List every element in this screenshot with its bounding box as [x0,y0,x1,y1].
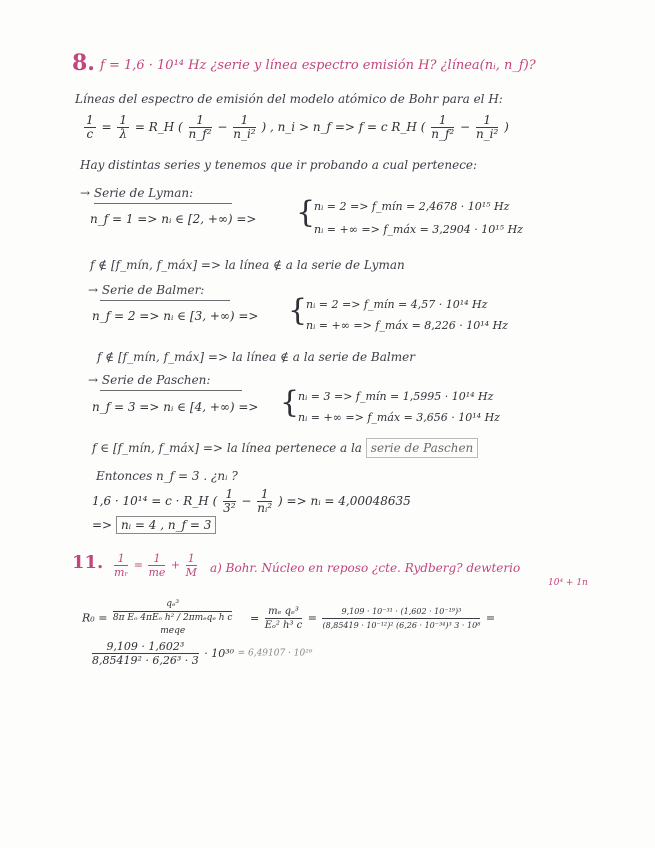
fraction: $\frac{1}{c}$ [86,113,94,141]
fraction: $\frac{1}{\text{3²}}$ [223,487,236,515]
lyman-conclusion: f ∉ [f_mín, f_máx] => la línea ∉ a la serie de Lyman [90,258,405,272]
result-line: => nᵢ = 4 , n_f = 3 [92,518,216,532]
underline [94,203,232,204]
side-note: 10⁴ + 1n [548,578,588,588]
fraction: $\frac{1}{\text{n\_i²}}$ [475,113,499,141]
underline [100,300,230,301]
rydberg-formula: $\frac{1}{c}$ = $\frac{1}{\lambda}$ = R_H ( $\frac{1}{\text{n\_f²}}$ − $\frac{1}{\text{n\_i²}}$ ) , n_i > n_f => f = c R_H ( $\frac{1}{\text{n\_f²}}$ − $\frac{1}{\text{n\_i²}}$ ) [86,113,509,141]
lyman-range: n_f = 1 => nᵢ ∈ [2, +∞) => [90,212,257,226]
lyman-title: → Serie de Lyman: [80,186,194,200]
series-note: Hay distintas series y tenemos que ir probando a cual pertenece: [80,158,478,172]
fraction: qₑ³ 8π Eₒ 4πEₒ h² / 2πmₑqₑ h c meqe [112,599,233,636]
fraction: $\frac{\text{9,109 · 10⁻³¹ · (1,602 · 10⁻¹⁹)³}}{\text{(8,85419 · 10⁻¹²)² (6,26 · 10⁻³⁴)³ 3 · 10⁸}}$ [322,606,481,630]
balmer-fmin: nᵢ = 2 => f_mín = 4,57 · 10¹⁴ Hz [306,298,488,311]
final-calc: $\frac{\text{9,109 · 1,602³}}{\text{8,85419² · 6,26³ · 3}}$ · 10³⁰ = 6,49107 · 10²⁶ [92,640,313,667]
brace: { [288,293,308,328]
paschen-fmax: nᵢ = +∞ => f_máx = 3,656 · 10¹⁴ Hz [298,411,500,424]
fraction: $\frac{1}{M}$ [185,552,197,579]
fraction: $\frac{1}{\text{mᵣ}}$ [114,552,129,579]
underline [100,390,242,391]
fraction: $\frac{1}{\text{n\_f²}}$ [188,113,212,141]
fraction: $\frac{1}{me}$ [148,552,166,579]
lyman-fmin: nᵢ = 2 => f_mín = 2,4678 · 10¹⁵ Hz [314,200,510,213]
problem-number-11: 11. [72,552,104,573]
balmer-fmax: nᵢ = +∞ => f_máx = 8,226 · 10¹⁴ Hz [306,319,508,332]
fraction: $\frac{1}{\text{n\_i²}}$ [233,113,256,141]
paschen-title: → Serie de Paschen: [88,373,211,387]
paschen-conclusion: f ∈ [f_mín, f_máx] => la línea pertenece a la serie de Paschen [92,441,478,455]
paschen-highlight: serie de Paschen [366,438,478,458]
fraction: $\frac{1}{\text{n\_f²}}$ [431,113,455,141]
intro-text: Líneas del espectro de emisión del modelo atómico de Bohr para el H: [75,92,503,106]
solve-equation: 1,6 · 10¹⁴ = c · R_H ( $\frac{1}{\text{3²}}$ − $\frac{1}{\text{nᵢ²}}$ ) => nᵢ = 4,00048635 [92,487,411,515]
brace: { [280,385,300,420]
lyman-fmax: nᵢ = +∞ => f_máx = 3,2904 · 10¹⁵ Hz [314,223,523,236]
reduced-mass-eq: $\frac{1}{\text{mᵣ}}$ = $\frac{1}{me}$ + $\frac{1}{M}$ [114,552,197,579]
problem-number-8: 8. [72,50,95,76]
problem-11-question: a) Bohr. Núcleo en reposo ¿cte. Rydberg? dewterio [210,561,521,575]
r0-formula: R₀ = qₑ³ 8π Eₒ 4πEₒ h² / 2πmₑqₑ h c meqe = $\frac{\text{mₑ qₑ³}}{\text{Eₒ² h³ c}}$ = $\frac{\text{9,109 · 10⁻³¹ · (1,602 · 10⁻¹⁹)³}}{\text{(8,85419 · 10⁻¹²)² (6,26 · 10⁻³⁴)³ 3 · 10⁸}}$ = [82,599,496,636]
fraction: $\frac{1}{\text{nᵢ²}}$ [257,487,273,515]
lyman-bounds [314,200,523,236]
paschen-bounds [298,390,500,424]
balmer-title: → Serie de Balmer: [88,283,205,297]
boxed-result: nᵢ = 4 , n_f = 3 [116,516,216,534]
fraction: $\frac{\text{mₑ qₑ³}}{\text{Eₒ² h³ c}}$ [264,605,303,631]
balmer-range: n_f = 2 => nᵢ ∈ [3, +∞) => [92,309,259,323]
balmer-conclusion: f ∉ [f_mín, f_máx] => la línea ∉ a la serie de Balmer [97,350,415,364]
paschen-range: n_f = 3 => nᵢ ∈ [4, +∞) => [92,400,259,414]
balmer-bounds [306,298,508,332]
paschen-fmin: nᵢ = 3 => f_mín = 1,5995 · 10¹⁴ Hz [298,390,494,403]
fraction: $\frac{1}{\lambda}$ [119,113,127,141]
then-line: Entonces n_f = 3 . ¿nᵢ ? [96,469,238,483]
fraction: $\frac{\text{9,109 · 1,602³}}{\text{8,85419² · 6,26³ · 3}}$ [92,640,199,667]
brace: { [296,195,316,230]
problem-8-question: f = 1,6 · 10¹⁴ Hz ¿serie y línea espectro emisión H? ¿línea(nᵢ, n_f)? [100,58,536,73]
